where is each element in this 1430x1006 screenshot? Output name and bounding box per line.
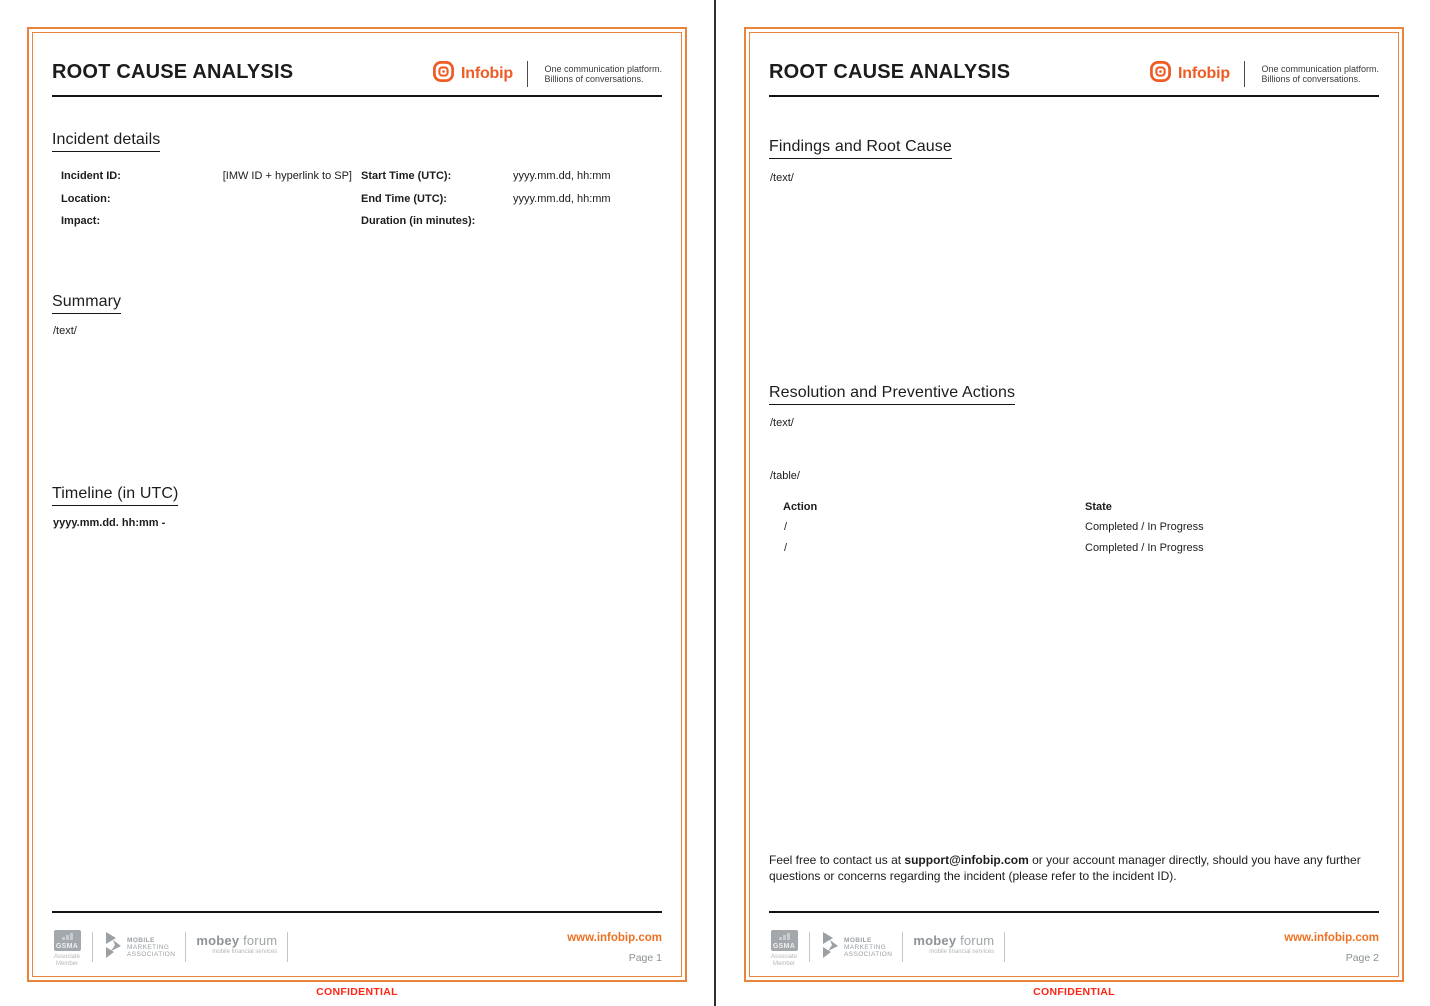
summary-text-placeholder: /text/ <box>53 325 77 337</box>
gsma-logo <box>52 930 82 967</box>
mma-logo-text: MOBILE MARKETING ASSOCIATION <box>844 937 893 958</box>
field-label-end-time: End Time (UTC): <box>361 192 447 205</box>
contact-prefix: Feel free to contact us at <box>769 853 905 867</box>
mma-logo-text: MOBILE MARKETING ASSOCIATION <box>127 937 176 958</box>
logo-separator <box>902 932 903 962</box>
incident-details-heading: Incident details <box>52 131 160 152</box>
field-label-location: Location: <box>61 192 111 205</box>
table-row-action: / <box>784 521 788 533</box>
document-header <box>52 60 662 87</box>
footer-logos <box>52 930 288 967</box>
mobey-forum-caption: mobile financial services <box>212 949 278 955</box>
document-header <box>769 60 1379 87</box>
table-header-action: Action <box>783 501 818 513</box>
mobey-forum-logo <box>913 933 994 955</box>
findings-heading: Findings and Root Cause <box>769 138 952 159</box>
page-number: Page 1 <box>628 952 662 964</box>
incident-details-fields <box>61 170 641 238</box>
mobey-forum-wordmark: mobey forum <box>913 933 995 948</box>
gsma-logo-icon: GSMA <box>54 930 81 951</box>
website-link[interactable]: www.infobip.com <box>567 932 662 944</box>
gsma-caption: Associate Member <box>770 954 797 967</box>
field-label-duration: Duration (in minutes): <box>361 215 476 227</box>
infobip-wordmark: Infobip <box>1178 65 1230 82</box>
table-row-state: Completed / In Progress <box>1085 542 1204 554</box>
brand-divider <box>527 61 529 87</box>
field-value-start-time: yyyy.mm.dd, hh:mm <box>513 170 611 182</box>
table-row-action: / <box>784 542 788 554</box>
infobip-logo-icon <box>433 61 454 87</box>
table-placeholder: /table/ <box>770 470 800 482</box>
brand-tagline <box>1261 64 1379 85</box>
header-rule <box>769 95 1379 97</box>
resolution-heading: Resolution and Preventive Actions <box>769 384 1015 405</box>
mma-logo-icon <box>103 931 123 964</box>
tagline-line-1: One communication platform. <box>544 63 662 74</box>
gsma-logo <box>769 930 799 967</box>
website-link[interactable]: www.infobip.com <box>1284 932 1379 944</box>
footer-logos <box>769 930 1005 967</box>
field-value-incident-id: [IMW ID + hyperlink to SP] <box>222 170 352 182</box>
infobip-brand <box>433 61 662 87</box>
logo-separator <box>92 932 93 962</box>
logo-separator <box>809 932 810 962</box>
page-number: Page 2 <box>1345 952 1379 964</box>
gsma-bars-icon <box>779 933 790 940</box>
gsma-logo-icon: GSMA <box>771 930 798 951</box>
mobey-forum-wordmark: mobey forum <box>196 933 278 948</box>
field-value-end-time: yyyy.mm.dd, hh:mm <box>513 192 611 205</box>
mobey-forum-logo <box>196 933 277 955</box>
mobey-forum-caption: mobile financial services <box>929 949 995 955</box>
contact-suffix: or your account manager directly, should you have any further questions or concerns regarding the incident (please refer to the incident ID). <box>769 853 1361 883</box>
summary-heading: Summary <box>52 293 121 314</box>
logo-separator <box>185 932 186 962</box>
field-label-impact: Impact: <box>61 215 101 227</box>
page-title: ROOT CAUSE ANALYSIS <box>769 61 1011 83</box>
infobip-logo-icon <box>1150 61 1171 87</box>
infobip-wordmark: Infobip <box>461 65 513 82</box>
page-2 <box>744 27 1404 998</box>
tagline-line-2: Billions of conversations. <box>544 74 644 84</box>
table-header-state: State <box>1085 501 1112 513</box>
brand-tagline <box>544 64 662 85</box>
contact-paragraph <box>769 853 1381 884</box>
mma-logo <box>103 931 175 964</box>
gsma-bars-icon <box>62 933 73 940</box>
support-email: support@infobip.com <box>904 853 1029 867</box>
page-title: ROOT CAUSE ANALYSIS <box>52 61 294 83</box>
infobip-brand <box>1150 61 1379 87</box>
resolution-text-placeholder: /text/ <box>770 417 794 429</box>
tagline-line-2: Billions of conversations. <box>1261 74 1361 84</box>
page-1 <box>27 27 687 998</box>
confidential-label: CONFIDENTIAL <box>316 986 398 998</box>
findings-text-placeholder: /text/ <box>770 172 794 184</box>
brand-divider <box>1244 61 1246 87</box>
gsma-caption: Associate Member <box>53 954 80 967</box>
timeline-entry: yyyy.mm.dd. hh:mm - <box>53 517 166 529</box>
table-row-state: Completed / In Progress <box>1085 521 1204 533</box>
timeline-heading: Timeline (in UTC) <box>52 485 178 506</box>
footer-rule <box>769 911 1379 913</box>
field-label-start-time: Start Time (UTC): <box>361 170 452 182</box>
header-rule <box>52 95 662 97</box>
page-divider-line <box>714 0 716 1006</box>
field-label-incident-id: Incident ID: <box>61 170 121 182</box>
logo-separator <box>287 932 288 962</box>
tagline-line-1: One communication platform. <box>1261 63 1379 74</box>
confidential-label: CONFIDENTIAL <box>1033 986 1115 998</box>
mma-logo-icon <box>820 931 840 964</box>
logo-separator <box>1004 932 1005 962</box>
footer-rule <box>52 911 662 913</box>
mma-logo <box>820 931 892 964</box>
